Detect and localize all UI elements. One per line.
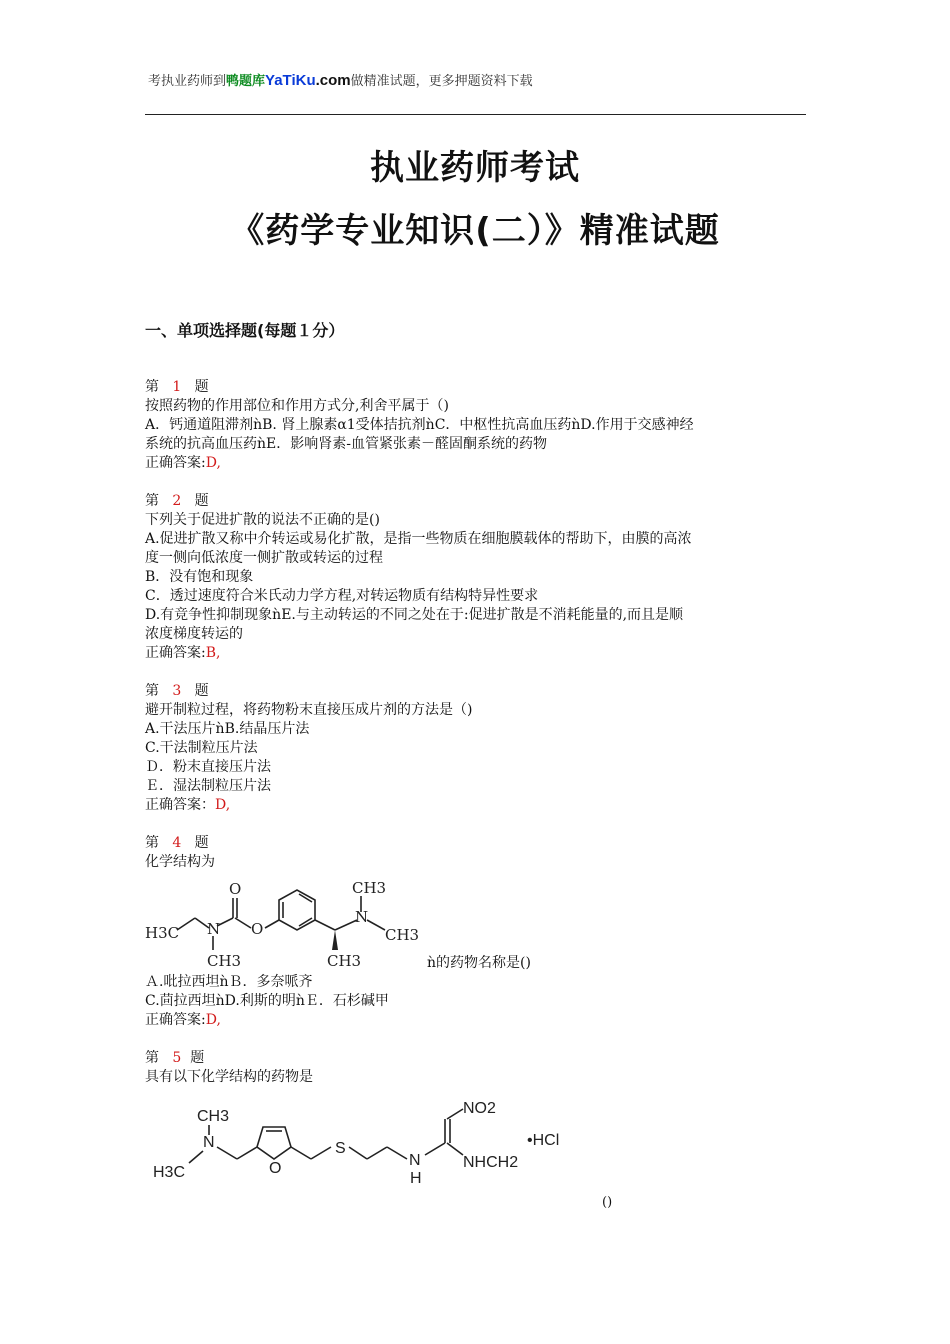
question-number: 4 [172, 835, 182, 851]
question-number-line: 第 3 题 [145, 683, 209, 699]
label-o-ester: O [251, 920, 264, 938]
label-hcl: •HCl [527, 1132, 560, 1149]
question-number-line: 第 2 题 [145, 493, 209, 509]
label-ch3-right: CH3 [385, 926, 420, 944]
page-header [148, 70, 533, 89]
answer-line: 正确答案:B, [145, 645, 221, 661]
question-option-line: D.有竞争性抑制现象ǹE.与主动转运的不同之处在于:促进扩散是不消耗能量的,而且是顺 [145, 607, 684, 623]
answer-value: D, [205, 1012, 221, 1028]
structure-5-svg [145, 1091, 605, 1191]
title-line-2: 《药学专业知识(二）》精准试题 [230, 211, 720, 251]
label-o-furan: O [269, 1160, 282, 1177]
question-option-line: A.促进扩散又称中介转运或易化扩散，是指一些物质在细胞膜载体的帮助下，由膜的高浓 [145, 531, 692, 547]
question-option-line: Ｅ．湿法制粒压片法 [145, 778, 271, 794]
question-3 [145, 682, 805, 815]
question-number: 2 [172, 493, 182, 509]
label-ch3-bottom: CH3 [207, 952, 242, 970]
label-h3c: H3C [153, 1164, 186, 1181]
section-heading: 一、单项选择题(每题１分） [145, 321, 345, 340]
label-o-carbonyl: O [229, 880, 242, 898]
answer-value: D, [215, 797, 231, 813]
label-n-amine: N [355, 908, 369, 926]
header-site-brand[interactable]: YaTiKu [265, 72, 316, 89]
question-option-line: A.干法压片ǹB.结晶压片法 [145, 721, 310, 737]
header-site-domain[interactable]: .com [315, 72, 351, 89]
question-option-line: 度一侧向低浓度一侧扩散或转运的过程 [145, 550, 383, 566]
question-option-line: 系统的抗高血压药ǹE．影响肾素-血管紧张素－醛固酮系统的药物 [145, 436, 547, 452]
question-text: 化学结构为 [145, 854, 215, 870]
header-divider [145, 114, 806, 115]
header-suffix: 做精准试题，更多押题资料下载 [350, 74, 533, 89]
question-text: 下列关于促进扩散的说法不正确的是() [145, 512, 380, 528]
question-option-line: Ｄ．粉末直接压片法 [145, 759, 271, 775]
label-n-amine: N [409, 1152, 421, 1169]
question-text-continuation: () [602, 1195, 613, 1210]
question-1 [145, 378, 805, 473]
label-no2: NO2 [463, 1100, 496, 1117]
question-number-line: 第 1 题 [145, 379, 209, 395]
label-h3c: H3C [145, 924, 180, 942]
label-ch3: CH3 [197, 1108, 230, 1125]
label-s: S [335, 1140, 346, 1157]
question-2 [145, 492, 805, 663]
question-number: 3 [172, 683, 182, 699]
answer-line: 正确答案:D, [145, 455, 221, 471]
question-number: 5 [172, 1050, 182, 1066]
question-option-line: C．透过速度符合米氏动力学方程,对转运物质有结构特异性要求 [145, 588, 539, 604]
label-ch3-top: CH3 [352, 879, 387, 897]
question-list [145, 378, 805, 1231]
question-option-line: C.茴拉西坦ǹD.利斯的明ǹＥ．石杉碱甲 [145, 993, 389, 1009]
question-option-line: A．钙通道阻滞剂ǹB. 肾上腺素α1受体拮抗剂ǹC．中枢性抗高血压药ǹD.作用于交感神经 [145, 417, 694, 433]
answer-line: 正确答案：D, [145, 797, 231, 813]
title-line-1: 执业药师考试 [370, 148, 580, 188]
answer-value: B, [205, 645, 221, 661]
question-text-continuation: ǹ的药物名称是() [427, 955, 531, 971]
answer-value: D, [205, 455, 221, 471]
label-ch3-chiral: CH3 [327, 952, 362, 970]
question-text: 具有以下化学结构的药物是 [145, 1069, 313, 1085]
chemical-structure-ranitidine [145, 1091, 805, 1191]
question-4 [145, 834, 805, 1030]
question-number: 1 [172, 379, 182, 395]
question-number-line: 第 4 题 [145, 835, 209, 851]
label-h: H [410, 1170, 422, 1187]
label-n: N [207, 920, 221, 938]
question-option-line: C.干法制粒压片法 [145, 740, 258, 756]
label-n-dimethyl: N [203, 1134, 215, 1151]
question-5 [145, 1049, 805, 1212]
question-option-line: 浓度梯度转运的 [145, 626, 243, 642]
label-nhch2: NHCH2 [463, 1154, 519, 1171]
question-number-line: 第 5 题 [145, 1050, 205, 1066]
answer-line: 正确答案:D, [145, 1012, 221, 1028]
question-option-line: Ａ.吡拉西坦ǹＢ．多奈哌齐 [145, 974, 313, 990]
question-option-line: B．没有饱和现象 [145, 569, 254, 585]
question-text: 避开制粒过程，将药物粉末直接压成片剂的方法是（) [145, 702, 473, 718]
question-text: 按照药物的作用部位和作用方式分,利舍平属于（) [145, 398, 449, 414]
header-site-name[interactable]: 鸭题库 [226, 74, 266, 89]
header-prefix: 考执业药师到 [148, 74, 227, 89]
